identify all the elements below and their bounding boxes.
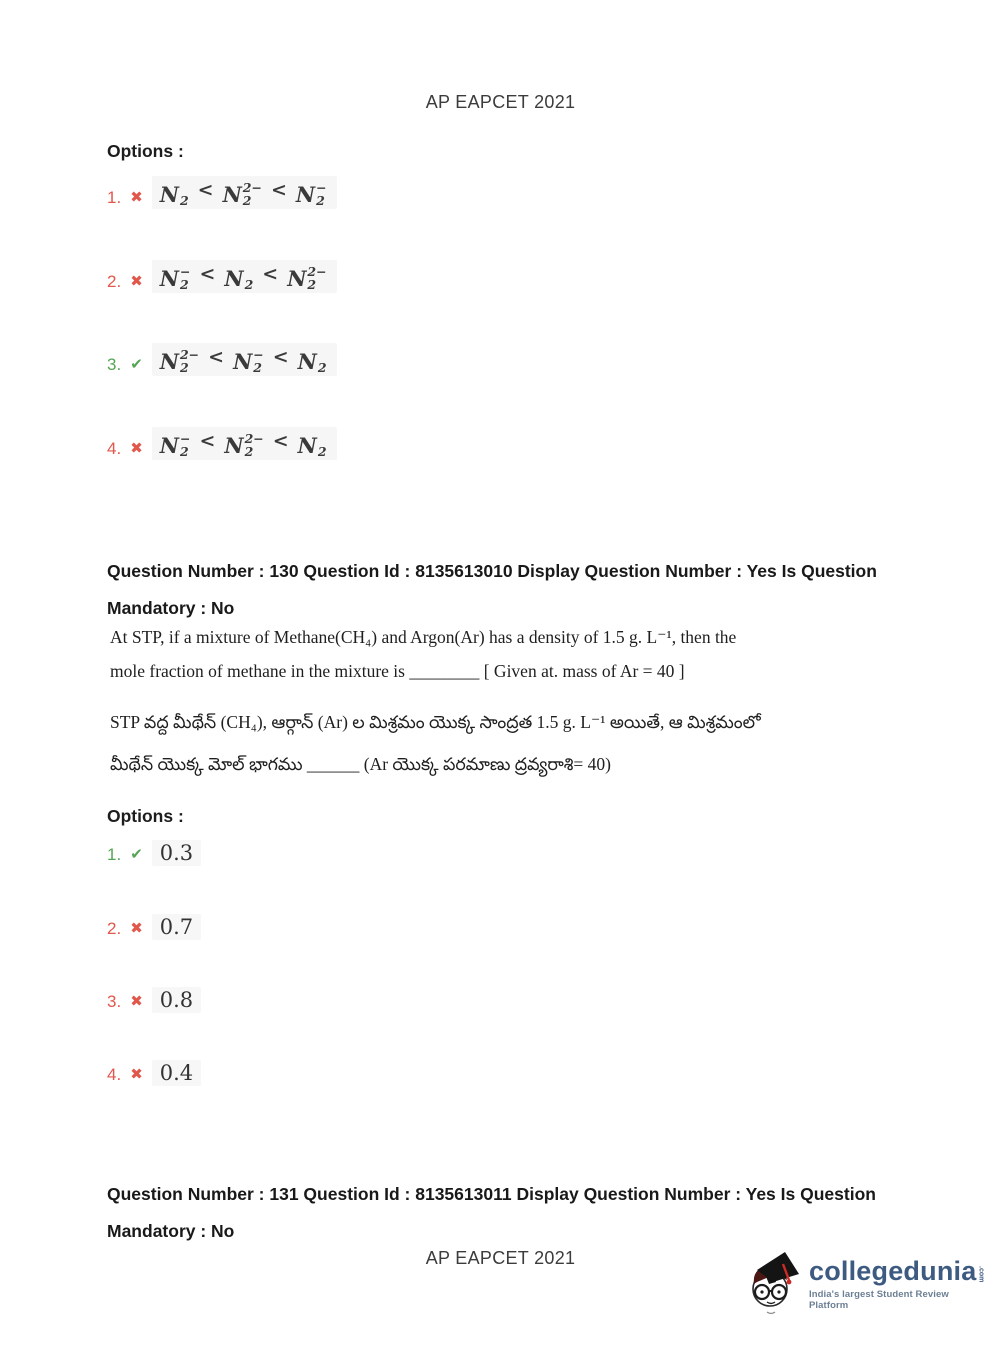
brand-suffix: .com: [977, 1266, 985, 1283]
options-label: Options :: [107, 141, 184, 161]
page-header-title: AP EAPCET 2021: [425, 92, 576, 112]
question-130-text-en-line1: At STP, if a mixture of Methane(CH₄) and Argon(Ar) has a density of 1.5 g. L⁻¹, then the: [110, 627, 737, 647]
option-value: 0.4: [152, 1060, 201, 1086]
wrong-mark-icon: ✖: [130, 920, 143, 937]
logo-text-block: [809, 1244, 984, 1311]
options-label: Options :: [107, 806, 184, 826]
question-130-header: Question Number : 130 Question Id : 8135613010 Display Question Number : Yes Is Question Mandatory : No: [107, 561, 877, 618]
collegedunia-logo[interactable]: [743, 1244, 985, 1328]
question-131-header: Question Number : 131 Question Id : 8135613011 Display Question Number : Yes Is Question Mandatory : No: [107, 1184, 876, 1241]
option-number: 2.: [107, 919, 122, 938]
collegedunia-mascot-icon: [743, 1244, 805, 1329]
option-value: 0.8: [152, 987, 201, 1013]
option-row: [107, 163, 337, 209]
option-number: 4.: [107, 439, 122, 458]
question-130-text-en-line2: mole fraction of methane in the mixture is ________ [ Given at. mass of Ar = 40 ]: [110, 661, 685, 681]
chemical-formula: N − 2 < N 2 < N 2− 2: [152, 260, 337, 293]
option-value: 0.7: [152, 914, 201, 940]
wrong-mark-icon: ✖: [130, 440, 143, 457]
chemical-formula: N 2− 2 < N − 2 < N 2: [152, 343, 337, 376]
question-130-text-te-line2: మీథేన్ యొక్క మోల్ భాగము ______ (Ar యొక్క పరమాణు ద్రవ్యరాశి= 40): [110, 754, 611, 774]
option-number: 1.: [107, 188, 122, 207]
correct-mark-icon: ✔: [130, 356, 143, 373]
option-row: [107, 330, 337, 376]
correct-mark-icon: ✔: [130, 846, 143, 863]
chemical-formula: N 2 < N 2− 2 < N − 2: [152, 176, 337, 209]
option-row: [107, 247, 337, 293]
option-row: [107, 979, 201, 1013]
option-row: [107, 1052, 201, 1086]
option-row: [107, 414, 337, 460]
option-number: 1.: [107, 845, 122, 864]
brand-name: collegedunia: [809, 1256, 977, 1286]
brand-tagline: India's largest Student Review Platform: [809, 1289, 949, 1311]
question-130-text-te-line1: STP వద్ద మీథేన్ (CH₄), ఆర్గాన్ (Ar) ల మిశ్రమం యొక్క సాంద్రత 1.5 g. L⁻¹ అయితే, ఆ మిశ్రమంలో: [110, 712, 761, 732]
option-value: 0.3: [152, 840, 201, 866]
wrong-mark-icon: ✖: [130, 993, 143, 1010]
option-number: 4.: [107, 1065, 122, 1084]
option-number: 3.: [107, 992, 122, 1011]
chemical-formula: N − 2 < N 2− 2 < N 2: [152, 427, 337, 460]
option-number: 2.: [107, 272, 122, 291]
wrong-mark-icon: ✖: [130, 273, 143, 290]
option-row: [107, 832, 201, 866]
option-number: 3.: [107, 355, 122, 374]
page-footer-title: AP EAPCET 2021: [425, 1248, 576, 1268]
option-row: [107, 906, 201, 940]
wrong-mark-icon: ✖: [130, 189, 143, 206]
wrong-mark-icon: ✖: [130, 1066, 143, 1083]
